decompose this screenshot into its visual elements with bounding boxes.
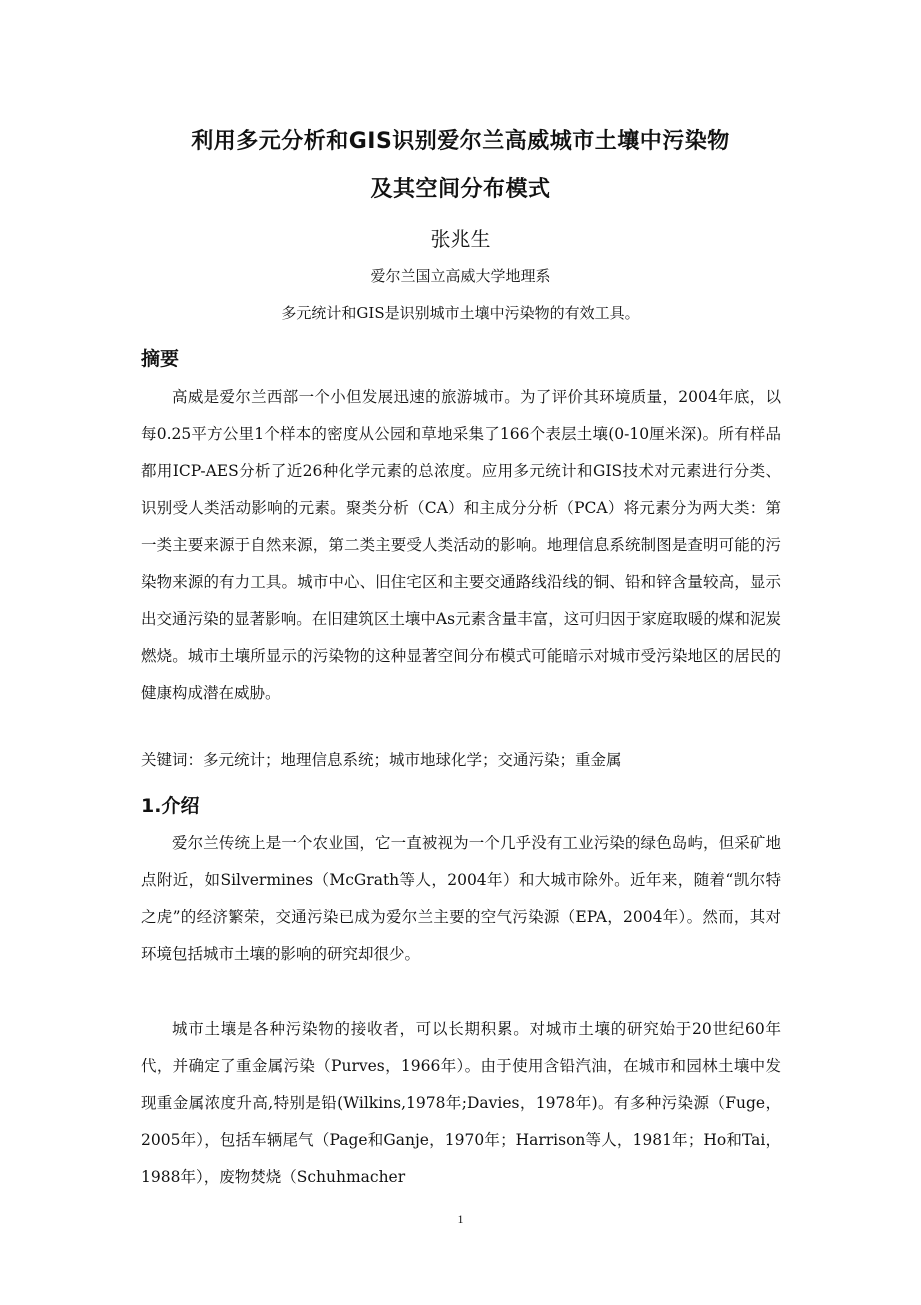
page-number: 1 (457, 1212, 464, 1226)
keywords-line: 关键词：多元统计；地理信息系统；城市地球化学；交通污染；重金属 (141, 751, 622, 769)
title-line-1: 利用多元分析和GIS识别爱尔兰高威城市土壤中污染物 (191, 129, 730, 154)
title-line-2: 及其空间分布模式 (370, 177, 551, 202)
abstract-heading: 摘要 (141, 348, 180, 370)
author-name: 张兆生 (430, 227, 491, 251)
abstract-body: 高威是爱尔兰西部一个小但发展迅速的旅游城市。为了评价其环境质量，2004年底，以每0.25平方公里1个样本的密度从公园和草地采集了166个表层土壤(0-10厘米深)。所有样品都用ICP-AES分析了近26种化学元素的总浓度。应用多元统计和GIS技术对元素进行分类、识别受人类活动影响的元素。聚类分析（CA）和主成分分析（PCA）将元素分为两大类：第一类主要来源于自然来源，第二类主要受人类活动的影响。地理信息系统制图是查明可能的污染物来源的有力工具。城市中心、旧住宅区和主要交通路线沿线的铜、铅和锌含量较高，显示出交通污染的显著影响。在旧建筑区土壤中As元素含量丰富，这可归因于家庭取暖的煤和泥炭燃烧。城市土壤所显示的污染物的这种显著空间分布模式可能暗示对城市受污染地区的居民的健康构成潜在威胁。 (141, 388, 781, 702)
introduction-heading: 1.介绍 (141, 795, 200, 817)
introduction-paragraph-1: 爱尔兰传统上是一个农业国，它一直被视为一个几乎没有工业污染的绿色岛屿，但采矿地点附近，如Silvermines（McGrath等人，2004年）和大城市除外。近年来，随着“凯尔特之虎”的经济繁荣，交通污染已成为爱尔兰主要的空气污染源（EPA，2004年）。然而，其对环境包括城市土壤的影响的研究却很少。 (141, 834, 781, 963)
author-affiliation: 爱尔兰国立高威大学地理系 (370, 267, 551, 285)
paper-tagline: 多元统计和GIS是识别城市土壤中污染物的有效工具。 (281, 304, 640, 322)
introduction-paragraph-2: 城市土壤是各种污染物的接收者，可以长期积累。对城市土壤的研究始于20世纪60年代，并确定了重金属污染（Purves，1966年）。由于使用含铅汽油，在城市和园林土壤中发现重金属浓度升高,特别是铅(Wilkins,1978年;Davies，1978年)。有多种污染源（Fuge，2005年），包括车辆尾气（Page和Ganje，1970年；Harrison等人，1981年；Ho和Tai，1988年），废物焚烧（Schuhmacher (141, 1020, 781, 1186)
